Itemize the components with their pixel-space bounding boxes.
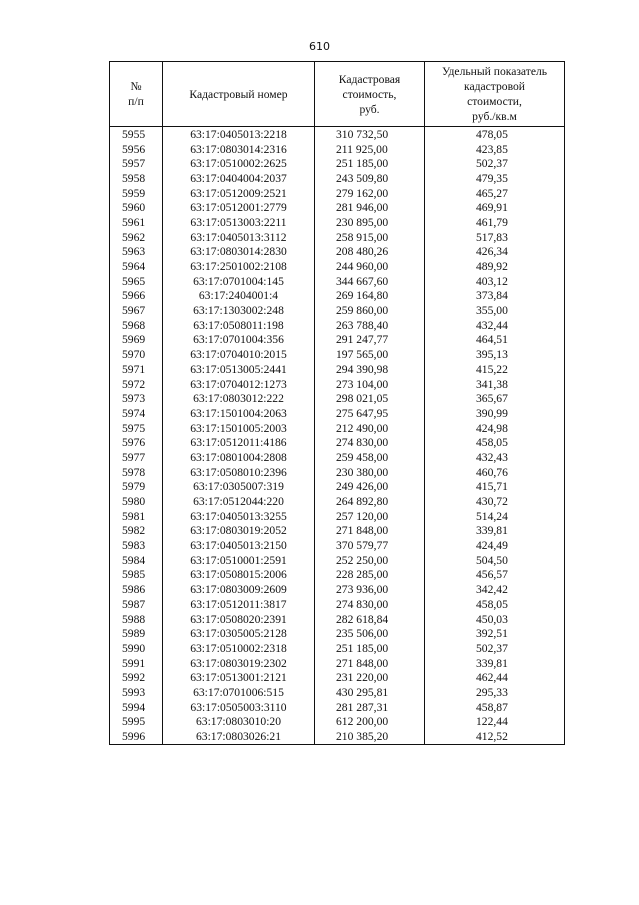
cell-cost: 259 860,00 xyxy=(315,303,425,318)
cell-number: 5986 xyxy=(110,582,163,597)
cell-number: 5957 xyxy=(110,156,163,171)
table-row xyxy=(110,156,565,171)
cell-specific-index: 122,44 xyxy=(425,715,565,730)
cell-number: 5983 xyxy=(110,538,163,553)
cell-specific-index: 295,33 xyxy=(425,685,565,700)
table-header-row xyxy=(110,62,565,127)
cell-specific-index: 415,71 xyxy=(425,480,565,495)
cell-cost: 249 426,00 xyxy=(315,480,425,495)
table-row xyxy=(110,450,565,465)
table-row xyxy=(110,582,565,597)
cell-specific-index: 478,05 xyxy=(425,127,565,142)
table-row xyxy=(110,597,565,612)
cell-specific-index: 426,34 xyxy=(425,245,565,260)
cell-cadastral-number: 63:17:0803012:222 xyxy=(163,391,315,406)
cell-number: 5971 xyxy=(110,362,163,377)
cell-specific-index: 390,99 xyxy=(425,406,565,421)
table-row xyxy=(110,274,565,289)
cell-number: 5972 xyxy=(110,377,163,392)
cell-specific-index: 465,27 xyxy=(425,186,565,201)
cell-specific-index: 502,37 xyxy=(425,641,565,656)
table-row xyxy=(110,612,565,627)
cell-cadastral-number: 63:17:0405013:2218 xyxy=(163,127,315,142)
header-line: Удельный показатель xyxy=(441,65,548,78)
cell-cadastral-number: 63:17:1501004:2063 xyxy=(163,406,315,421)
cell-cost: 294 390,98 xyxy=(315,362,425,377)
cell-cost: 274 830,00 xyxy=(315,435,425,450)
cell-number: 5985 xyxy=(110,568,163,583)
table-row xyxy=(110,362,565,377)
header-line: п/п xyxy=(128,95,144,108)
cell-cost: 210 385,20 xyxy=(315,729,425,744)
cell-number: 5969 xyxy=(110,333,163,348)
cell-cost: 208 480,26 xyxy=(315,245,425,260)
cell-number: 5989 xyxy=(110,626,163,641)
cell-number: 5991 xyxy=(110,656,163,671)
cell-cost: 273 104,00 xyxy=(315,377,425,392)
cell-specific-index: 395,13 xyxy=(425,347,565,362)
table-row xyxy=(110,347,565,362)
cell-cost: 252 250,00 xyxy=(315,553,425,568)
table-row xyxy=(110,538,565,553)
cell-cost: 273 936,00 xyxy=(315,582,425,597)
cell-specific-index: 423,85 xyxy=(425,142,565,157)
table-row xyxy=(110,568,565,583)
cell-cadastral-number: 63:17:2501002:2108 xyxy=(163,259,315,274)
cell-cadastral-number: 63:17:0404004:2037 xyxy=(163,171,315,186)
table-row xyxy=(110,553,565,568)
header-line: руб. xyxy=(359,102,380,116)
cell-cadastral-number: 63:17:0512011:4186 xyxy=(163,435,315,450)
table-row xyxy=(110,127,565,142)
cell-cost: 271 848,00 xyxy=(315,524,425,539)
cell-specific-index: 469,91 xyxy=(425,200,565,215)
cell-number: 5961 xyxy=(110,215,163,230)
cell-cost: 212 490,00 xyxy=(315,421,425,436)
cell-cadastral-number: 63:17:0510002:2625 xyxy=(163,156,315,171)
cell-specific-index: 460,76 xyxy=(425,465,565,480)
cell-cadastral-number: 63:17:0405013:3112 xyxy=(163,230,315,245)
page-number: 610 xyxy=(309,40,330,53)
cell-specific-index: 458,05 xyxy=(425,597,565,612)
table-row xyxy=(110,142,565,157)
cell-cost: 257 120,00 xyxy=(315,509,425,524)
cell-cost: 235 506,00 xyxy=(315,626,425,641)
cell-cadastral-number: 63:17:0305005:2128 xyxy=(163,626,315,641)
cell-cadastral-number: 63:17:0512001:2779 xyxy=(163,200,315,215)
cell-cadastral-number: 63:17:0803009:2609 xyxy=(163,582,315,597)
cell-cadastral-number: 63:17:0510001:2591 xyxy=(163,553,315,568)
cell-specific-index: 461,79 xyxy=(425,215,565,230)
cell-cost: 612 200,00 xyxy=(315,715,425,730)
cell-cost: 230 895,00 xyxy=(315,215,425,230)
cell-cost: 281 946,00 xyxy=(315,200,425,215)
cell-cadastral-number: 63:17:0512011:3817 xyxy=(163,597,315,612)
cadastral-table xyxy=(109,61,565,745)
cell-specific-index: 424,98 xyxy=(425,421,565,436)
cell-cost: 430 295,81 xyxy=(315,685,425,700)
cell-specific-index: 403,12 xyxy=(425,274,565,289)
cell-number: 5958 xyxy=(110,171,163,186)
table-row xyxy=(110,245,565,260)
cell-cadastral-number: 63:17:2404001:4 xyxy=(163,289,315,304)
header-cadastral-number xyxy=(163,62,315,127)
cell-cadastral-number: 63:17:0512009:2521 xyxy=(163,186,315,201)
table-row xyxy=(110,656,565,671)
cell-number: 5979 xyxy=(110,480,163,495)
table-row xyxy=(110,391,565,406)
header-line: № xyxy=(130,80,142,93)
cell-cadastral-number: 63:17:0512044:220 xyxy=(163,494,315,509)
cell-cadastral-number: 63:17:0803014:2316 xyxy=(163,142,315,157)
cell-number: 5980 xyxy=(110,494,163,509)
table-row xyxy=(110,186,565,201)
cell-specific-index: 432,44 xyxy=(425,318,565,333)
cell-specific-index: 458,05 xyxy=(425,435,565,450)
cell-cost: 264 892,80 xyxy=(315,494,425,509)
cell-cadastral-number: 63:17:0803014:2830 xyxy=(163,245,315,260)
cell-specific-index: 458,87 xyxy=(425,700,565,715)
cell-number: 5976 xyxy=(110,435,163,450)
cell-specific-index: 339,81 xyxy=(425,524,565,539)
cell-number: 5960 xyxy=(110,200,163,215)
cell-specific-index: 365,67 xyxy=(425,391,565,406)
cell-cost: 271 848,00 xyxy=(315,656,425,671)
cell-number: 5962 xyxy=(110,230,163,245)
table-row xyxy=(110,715,565,730)
cell-number: 5990 xyxy=(110,641,163,656)
cell-cadastral-number: 63:17:0701004:356 xyxy=(163,333,315,348)
header-cadastral-cost xyxy=(315,62,425,127)
cell-number: 5992 xyxy=(110,670,163,685)
cell-cost: 259 458,00 xyxy=(315,450,425,465)
table-row xyxy=(110,435,565,450)
cell-cadastral-number: 63:17:1303002:248 xyxy=(163,303,315,318)
header-specific-index xyxy=(425,62,565,127)
cell-cost: 244 960,00 xyxy=(315,259,425,274)
cell-number: 5964 xyxy=(110,259,163,274)
cell-number: 5974 xyxy=(110,406,163,421)
header-line: Кадастровая xyxy=(338,72,401,86)
cell-number: 5970 xyxy=(110,347,163,362)
cell-specific-index: 464,51 xyxy=(425,333,565,348)
table-row xyxy=(110,289,565,304)
cell-cadastral-number: 63:17:0701004:145 xyxy=(163,274,315,289)
cell-cost: 269 164,80 xyxy=(315,289,425,304)
cell-cadastral-number: 63:17:0405013:3255 xyxy=(163,509,315,524)
cell-number: 5966 xyxy=(110,289,163,304)
cell-cost: 211 925,00 xyxy=(315,142,425,157)
cell-number: 5994 xyxy=(110,700,163,715)
cell-number: 5987 xyxy=(110,597,163,612)
cell-number: 5993 xyxy=(110,685,163,700)
cell-cost: 243 509,80 xyxy=(315,171,425,186)
cell-cost: 281 287,31 xyxy=(315,700,425,715)
cell-cadastral-number: 63:17:0704012:1273 xyxy=(163,377,315,392)
table-row xyxy=(110,480,565,495)
cell-number: 5968 xyxy=(110,318,163,333)
cell-cadastral-number: 63:17:0803019:2302 xyxy=(163,656,315,671)
cell-specific-index: 432,43 xyxy=(425,450,565,465)
cell-specific-index: 450,03 xyxy=(425,612,565,627)
header-line: кадастровой xyxy=(464,80,525,93)
cell-cost: 230 380,00 xyxy=(315,465,425,480)
table-row xyxy=(110,465,565,480)
cell-specific-index: 514,24 xyxy=(425,509,565,524)
cell-number: 5988 xyxy=(110,612,163,627)
cell-cost: 279 162,00 xyxy=(315,186,425,201)
cell-cadastral-number: 63:17:0508011:198 xyxy=(163,318,315,333)
cell-specific-index: 415,22 xyxy=(425,362,565,377)
cell-cost: 291 247,77 xyxy=(315,333,425,348)
cell-cost: 274 830,00 xyxy=(315,597,425,612)
cell-specific-index: 355,00 xyxy=(425,303,565,318)
cell-number: 5996 xyxy=(110,729,163,744)
cell-cadastral-number: 63:17:0701006:515 xyxy=(163,685,315,700)
cell-cost: 251 185,00 xyxy=(315,156,425,171)
cell-number: 5959 xyxy=(110,186,163,201)
cell-cadastral-number: 63:17:0513001:2121 xyxy=(163,670,315,685)
table-row xyxy=(110,171,565,186)
cell-cadastral-number: 63:17:0508010:2396 xyxy=(163,465,315,480)
table-row xyxy=(110,377,565,392)
table-row xyxy=(110,200,565,215)
cell-number: 5965 xyxy=(110,274,163,289)
table-row xyxy=(110,670,565,685)
cell-specific-index: 462,44 xyxy=(425,670,565,685)
cell-cadastral-number: 63:17:0510002:2318 xyxy=(163,641,315,656)
cell-number: 5984 xyxy=(110,553,163,568)
cell-cadastral-number: 63:17:0803019:2052 xyxy=(163,524,315,539)
cell-number: 5978 xyxy=(110,465,163,480)
cell-specific-index: 392,51 xyxy=(425,626,565,641)
table-row xyxy=(110,509,565,524)
cell-cost: 231 220,00 xyxy=(315,670,425,685)
cell-cadastral-number: 63:17:0704010:2015 xyxy=(163,347,315,362)
cell-cadastral-number: 63:17:0405013:2150 xyxy=(163,538,315,553)
cell-number: 5995 xyxy=(110,715,163,730)
table-row xyxy=(110,318,565,333)
cell-cost: 344 667,60 xyxy=(315,274,425,289)
header-line: стоимость, xyxy=(342,87,397,101)
cell-cadastral-number: 63:17:0505003:3110 xyxy=(163,700,315,715)
cell-specific-index: 339,81 xyxy=(425,656,565,671)
cell-cadastral-number: 63:17:0305007:319 xyxy=(163,480,315,495)
cell-number: 5967 xyxy=(110,303,163,318)
table-row xyxy=(110,259,565,274)
cell-cadastral-number: 63:17:0803010:20 xyxy=(163,715,315,730)
cell-number: 5973 xyxy=(110,391,163,406)
cell-number: 5981 xyxy=(110,509,163,524)
cell-cadastral-number: 63:17:0513003:2211 xyxy=(163,215,315,230)
cell-cadastral-number: 63:17:1501005:2003 xyxy=(163,421,315,436)
table-body xyxy=(110,127,565,745)
cell-cost: 263 788,40 xyxy=(315,318,425,333)
cell-specific-index: 341,38 xyxy=(425,377,565,392)
table-row xyxy=(110,494,565,509)
header-line: руб./кв.м xyxy=(472,110,517,123)
cell-cost: 228 285,00 xyxy=(315,568,425,583)
table-row xyxy=(110,230,565,245)
table-row xyxy=(110,729,565,744)
cell-specific-index: 456,57 xyxy=(425,568,565,583)
table-row xyxy=(110,685,565,700)
cell-specific-index: 342,42 xyxy=(425,582,565,597)
cell-cadastral-number: 63:17:0513005:2441 xyxy=(163,362,315,377)
cell-specific-index: 489,92 xyxy=(425,259,565,274)
cell-cost: 282 618,84 xyxy=(315,612,425,627)
cell-specific-index: 424,49 xyxy=(425,538,565,553)
cell-number: 5963 xyxy=(110,245,163,260)
cell-specific-index: 430,72 xyxy=(425,494,565,509)
cell-cadastral-number: 63:17:0801004:2808 xyxy=(163,450,315,465)
cell-cadastral-number: 63:17:0803026:21 xyxy=(163,729,315,744)
header-line: Кадастровый номер xyxy=(189,87,288,101)
cell-specific-index: 517,83 xyxy=(425,230,565,245)
cell-cost: 310 732,50 xyxy=(315,127,425,142)
cell-cadastral-number: 63:17:0508015:2006 xyxy=(163,568,315,583)
cell-cost: 197 565,00 xyxy=(315,347,425,362)
cell-cost: 370 579,77 xyxy=(315,538,425,553)
cell-specific-index: 504,50 xyxy=(425,553,565,568)
cell-number: 5977 xyxy=(110,450,163,465)
cell-cost: 258 915,00 xyxy=(315,230,425,245)
table-row xyxy=(110,626,565,641)
table-row xyxy=(110,421,565,436)
cell-cost: 251 185,00 xyxy=(315,641,425,656)
cell-specific-index: 373,84 xyxy=(425,289,565,304)
header-line: стоимости, xyxy=(467,95,522,108)
cell-specific-index: 412,52 xyxy=(425,729,565,744)
table-row xyxy=(110,641,565,656)
table-row xyxy=(110,524,565,539)
cell-number: 5955 xyxy=(110,127,163,142)
cell-number: 5975 xyxy=(110,421,163,436)
table-row xyxy=(110,215,565,230)
cell-number: 5982 xyxy=(110,524,163,539)
cell-cost: 298 021,05 xyxy=(315,391,425,406)
table-row xyxy=(110,303,565,318)
cell-number: 5956 xyxy=(110,142,163,157)
cell-specific-index: 479,35 xyxy=(425,171,565,186)
table-row xyxy=(110,700,565,715)
header-number xyxy=(110,62,163,127)
cell-cadastral-number: 63:17:0508020:2391 xyxy=(163,612,315,627)
cell-cost: 275 647,95 xyxy=(315,406,425,421)
table-row xyxy=(110,406,565,421)
table-row xyxy=(110,333,565,348)
cell-specific-index: 502,37 xyxy=(425,156,565,171)
